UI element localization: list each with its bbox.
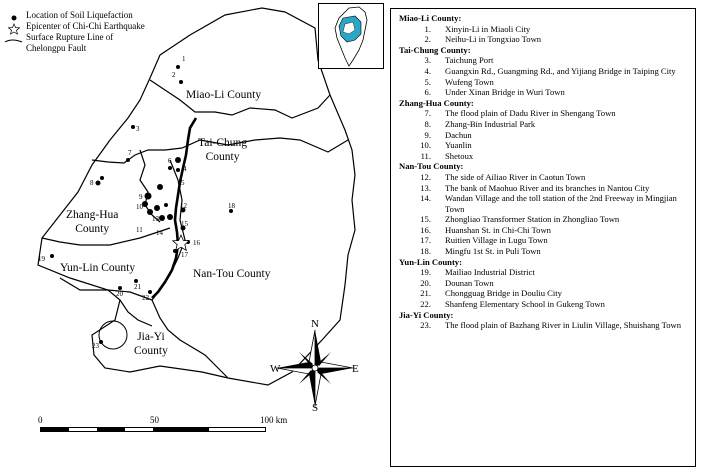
- site-list-item: [399, 140, 689, 151]
- site-list-county-heading: Nan-Tou County:: [399, 161, 464, 172]
- scale-bar-track: [40, 427, 266, 432]
- site-list-number: 18.: [420, 246, 431, 257]
- site-list-text: Wandan Village and the toll station of the 2nd Freeway in Mingjian Town: [445, 193, 677, 214]
- site-list-text: Zhang-Bin Industrial Park: [445, 118, 536, 129]
- site-marker: [164, 203, 168, 207]
- site-marker: [100, 176, 104, 180]
- county-label-jiayi: Jia-Yi County: [134, 331, 168, 357]
- site-number-17: 17: [181, 251, 188, 259]
- compass-w-label: W: [270, 363, 281, 375]
- site-list-number: 14.: [420, 193, 431, 204]
- site-list-item: [399, 183, 689, 194]
- site-number-9: 9: [139, 193, 143, 201]
- site-list-text: Wufeng Town: [445, 76, 494, 87]
- site-marker: [145, 193, 152, 200]
- site-number-4: 4: [183, 165, 187, 173]
- site-number-13: 13: [152, 215, 159, 223]
- site-list-number: 22.: [420, 299, 431, 310]
- site-list-item: [399, 87, 689, 98]
- site-list-number: 5.: [424, 76, 431, 87]
- site-list-item: [399, 119, 689, 130]
- compass-rose-icon: [277, 330, 353, 406]
- site-marker: [167, 214, 173, 220]
- site-list-text: Yuanlin: [445, 140, 472, 151]
- site-list-item: [399, 130, 689, 141]
- site-marker: [126, 158, 130, 162]
- site-number-2: 2: [172, 71, 176, 79]
- site-marker: [154, 205, 160, 211]
- site-list-number: 1.: [424, 23, 431, 34]
- site-marker: [175, 157, 181, 163]
- site-list-item: [399, 66, 689, 77]
- study-area-outline: [38, 8, 355, 385]
- site-number-6: 6: [168, 157, 172, 165]
- site-list-text: Xinyin-Li in Miaoli City: [445, 23, 531, 34]
- taiwan-inset-icon: [319, 4, 383, 68]
- site-list-text: The flood plain of Dadu River in Shengang Town: [445, 108, 616, 119]
- site-number-23: 23: [92, 342, 99, 350]
- site-list-number: 13.: [420, 182, 431, 193]
- site-number-10: 10: [136, 203, 143, 211]
- site-list-number: 11.: [420, 150, 431, 161]
- site-list-text: Ruitien Village in Lugu Town: [445, 235, 548, 246]
- site-marker: [176, 168, 180, 172]
- site-number-20: 20: [116, 290, 123, 298]
- site-list-item: [399, 151, 689, 162]
- site-list-item: [399, 214, 689, 225]
- site-list-text: Chongguag Bridge in Douliu City: [445, 288, 562, 299]
- county-label-nantou: Nan-Tou County: [193, 268, 271, 280]
- site-list-text: Guangxin Rd., Guangming Rd., and Yijiang Bridge in Taiping City: [445, 65, 676, 76]
- site-marker: [159, 215, 165, 221]
- site-list-item: [399, 320, 689, 331]
- site-list-number: 10.: [420, 140, 431, 151]
- site-number-16: 16: [193, 239, 200, 247]
- site-list-item: [399, 278, 689, 289]
- site-list-number: 19.: [420, 267, 431, 278]
- legend-liquefaction-label: Location of Soil Liquefaction: [26, 10, 133, 20]
- legend-epicenter-label: Epicenter of Chi-Chi Earthquake: [26, 21, 145, 31]
- site-list-text: The flood plain of Bazhang River in Liulin Village, Shuishang Town: [445, 320, 682, 331]
- site-number-11: 11: [136, 226, 143, 234]
- county-label-taichung: Tai-Chung County: [198, 137, 248, 163]
- site-list-item: [399, 34, 689, 45]
- site-list-item: [399, 299, 689, 310]
- site-marker: [179, 80, 183, 84]
- site-marker: [168, 166, 172, 170]
- epicenter-star: [173, 235, 190, 250]
- site-list-number: 4.: [424, 65, 431, 76]
- site-list-number: 3.: [424, 55, 431, 66]
- site-marker: [131, 125, 135, 129]
- site-list-number: 6.: [424, 87, 431, 98]
- site-list-text: Mingfu 1st St. in Puli Town: [445, 246, 541, 257]
- site-number-12: 12: [180, 202, 187, 210]
- site-list-panel: [390, 8, 696, 467]
- county-label-zhanghua: Zhang-Hua County: [66, 209, 119, 235]
- site-list-number: 7.: [424, 108, 431, 119]
- county-boundary-jiayi-inner: [120, 300, 152, 326]
- compass-e-label: E: [352, 363, 359, 375]
- site-marker: [50, 254, 54, 258]
- site-list-item: [399, 77, 689, 88]
- site-list-text: Huanshan St. in Chi-Chi Town: [445, 224, 551, 235]
- site-list-number: 12.: [420, 171, 431, 182]
- site-list-text: The bank of Maohuo River and its branches in Nantou City: [445, 182, 650, 193]
- site-number-18: 18: [228, 202, 235, 210]
- site-list-item: [399, 235, 689, 246]
- scale-label-50: 50: [150, 415, 159, 425]
- site-list-text: Mailiao Industrial District: [445, 267, 535, 278]
- site-number-19: 19: [38, 255, 45, 263]
- site-list-item: [399, 193, 689, 214]
- site-list-item: [399, 267, 689, 278]
- site-list-text: The side of Ailiao River in Caotun Town: [445, 171, 586, 182]
- compass-n-label: N: [311, 318, 319, 330]
- inset-locator-map: [318, 3, 384, 69]
- site-number-8: 8: [90, 179, 94, 187]
- site-number-15: 15: [181, 220, 188, 228]
- site-list-number: 2.: [424, 34, 431, 45]
- legend-rupture-label: Surface Rupture Line of: [26, 32, 114, 42]
- site-list-county-heading: Yun-Lin County:: [399, 256, 462, 267]
- compass-s-label: S: [312, 402, 319, 414]
- site-list-text: Neihu-Li in Tongxiao Town: [445, 34, 542, 45]
- jiayi-inner-boundary: [99, 321, 127, 349]
- site-list-county-heading: Jia-Yi County:: [399, 309, 454, 320]
- site-marker: [157, 184, 163, 190]
- site-list-county-heading: Zhang-Hua County:: [399, 97, 474, 108]
- site-list-text: Dounan Town: [445, 277, 494, 288]
- site-number-1: 1: [182, 55, 186, 63]
- site-list-item: [399, 24, 689, 35]
- site-list-text: Dachun: [445, 129, 472, 140]
- site-list-item: [399, 246, 689, 257]
- county-label-miaoli: Miao-Li County: [186, 89, 262, 101]
- site-list-text: Shanfeng Elementary School in Gukeng Town: [445, 299, 605, 310]
- scale-label-0: 0: [38, 415, 43, 425]
- site-list-county-heading: Tai-Chung County:: [399, 44, 471, 55]
- legend-rupture-label-2: Chelongpu Fault: [26, 43, 87, 53]
- site-list-text: Taichung Port: [445, 55, 494, 66]
- scale-label-100: 100 km: [260, 415, 288, 425]
- site-list-number: 15.: [420, 214, 431, 225]
- site-list-number: 20.: [420, 277, 431, 288]
- site-list-item: [399, 172, 689, 183]
- site-number-14: 14: [156, 229, 163, 237]
- site-marker: [99, 340, 103, 344]
- county-label-yunlin: Yun-Lin County: [60, 262, 136, 274]
- site-list-number: 16.: [420, 224, 431, 235]
- site-list-text: Shetoux: [445, 150, 474, 161]
- site-number-7: 7: [128, 149, 132, 157]
- map-legend: [4, 10, 174, 54]
- site-list-item: [399, 288, 689, 299]
- site-marker: [176, 65, 180, 69]
- site-number-21: 21: [134, 283, 141, 291]
- site-list-item: [399, 55, 689, 66]
- site-list-item: [399, 108, 689, 119]
- site-number-22: 22: [142, 294, 149, 302]
- site-list-number: 21.: [420, 288, 431, 299]
- site-list-text: Under Xinan Bridge in Wuri Town: [445, 87, 565, 98]
- site-list-number: 23.: [420, 320, 431, 331]
- site-list-number: 9.: [424, 129, 431, 140]
- site-list-text: Zhongliao Transformer Station in Zhongliao Town: [445, 214, 620, 225]
- site-list-number: 17.: [420, 235, 431, 246]
- site-list-county-heading: Miao-Li County:: [399, 13, 462, 23]
- site-number-3: 3: [136, 125, 140, 133]
- scale-bar: [38, 415, 298, 445]
- site-list-number: 8.: [424, 118, 431, 129]
- site-number-5: 5: [181, 179, 185, 187]
- site-marker: [96, 181, 101, 186]
- site-list-item: [399, 225, 689, 236]
